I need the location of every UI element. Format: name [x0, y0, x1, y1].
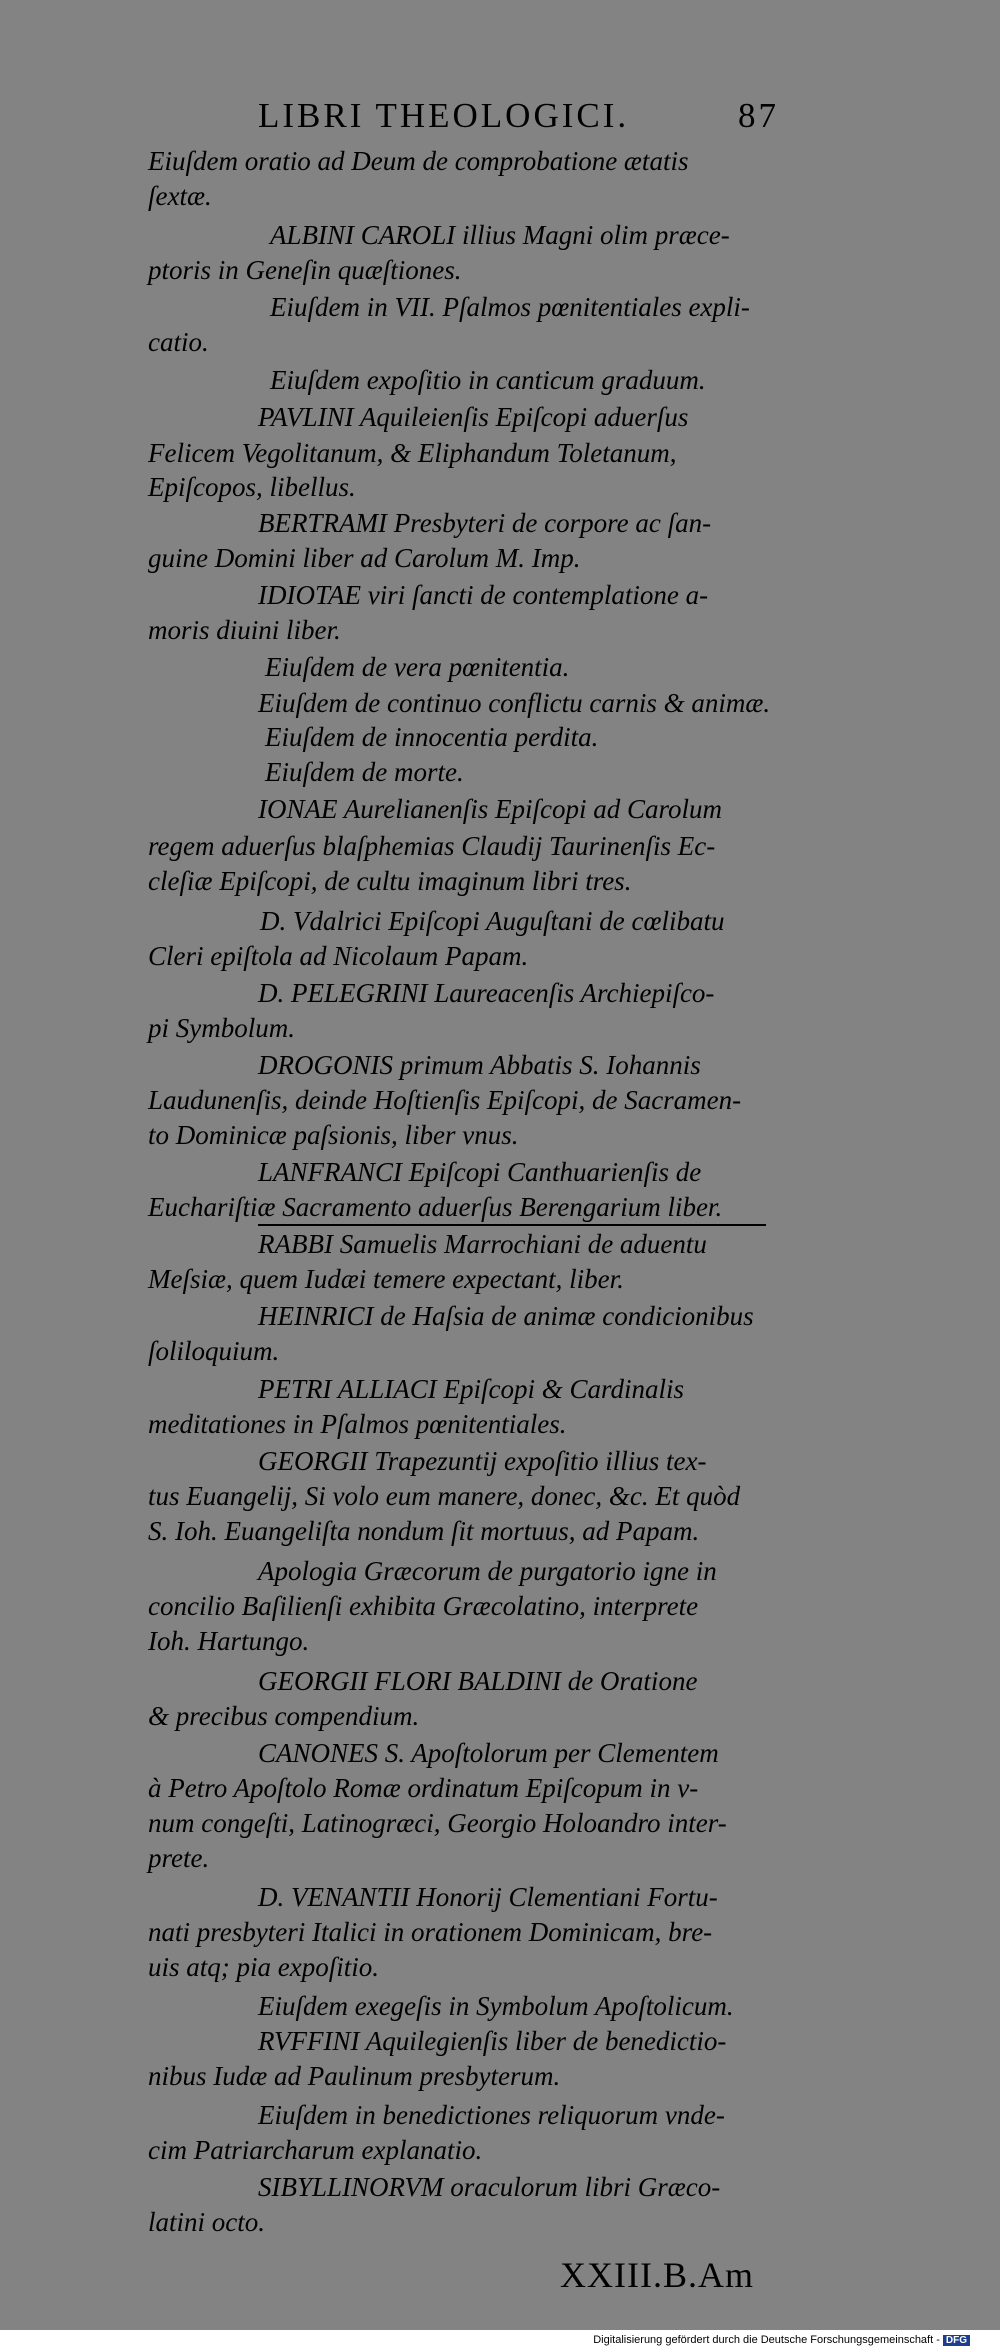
- text-line: & precibus compendium.: [148, 1701, 420, 1731]
- page-number: 87: [738, 96, 779, 135]
- text-line: meditationes in Pſalmos pœnitentiales.: [148, 1409, 567, 1439]
- text-line: moris diuini liber.: [148, 615, 341, 645]
- text-line: Eiuſdem exegeſis in Symbolum Apoſtolicum.: [258, 1991, 734, 2021]
- text-line: ALBINI CAROLI illius Magni olim præce-: [270, 220, 730, 250]
- text-line: ſextæ.: [148, 181, 212, 211]
- footer-credit: [593, 2334, 970, 2346]
- text-line: Eiuſdem de innocentia perdita.: [265, 722, 599, 752]
- text-line: Eiuſdem de continuo conflictu carnis & animæ.: [258, 688, 771, 718]
- underline-mark: [258, 1224, 766, 1226]
- text-line: num congeſti, Latinogræci, Georgio Holoandro inter-: [148, 1808, 727, 1838]
- text-line: pi Symbolum.: [148, 1013, 295, 1043]
- text-line: S. Ioh. Euangeliſta nondum ſit mortuus, ad Papam.: [148, 1516, 700, 1546]
- text-line: ptoris in Geneſin quæſtiones.: [148, 255, 462, 285]
- text-line: Meſsiæ, quem Iudæi temere expectant, liber.: [148, 1264, 624, 1294]
- text-line: Cleri epiſtola ad Nicolaum Papam.: [148, 941, 529, 971]
- text-line: prete.: [148, 1843, 210, 1873]
- text-line: LANFRANCI Epiſcopi Canthuarienſis de: [258, 1157, 702, 1187]
- text-line: Eiuſdem de morte.: [265, 757, 464, 787]
- dfg-logo-icon: DFG: [943, 2335, 970, 2346]
- text-line: Apologia Græcorum de purgatorio igne in: [258, 1556, 717, 1586]
- text-line: tus Euangelij, Si volo eum manere, donec, &c. Et quòd: [148, 1481, 741, 1511]
- text-line: Eiuſdem de vera pœnitentia.: [265, 652, 570, 682]
- text-line: latini octo.: [148, 2207, 265, 2237]
- text-line: catio.: [148, 327, 209, 357]
- text-line: Felicem Vegolitanum, & Eliphandum Toletanum,: [148, 438, 677, 468]
- running-title: LIBRI THEOLOGICI.: [258, 96, 630, 135]
- text-line: IDIOTAE viri ſancti de contemplatione a-: [258, 580, 709, 610]
- text-line: Eiuſdem expoſitio in canticum graduum.: [270, 365, 706, 395]
- text-line: to Dominicæ paſsionis, liber vnus.: [148, 1120, 519, 1150]
- text-line: D. VENANTII Honorij Clementiani Fortu-: [258, 1882, 718, 1912]
- text-line: RABBI Samuelis Marrochiani de aduentu: [258, 1229, 707, 1259]
- text-line: GEORGII FLORI BALDINI de Oratione: [258, 1666, 698, 1696]
- text-line: IONAE Aurelianenſis Epiſcopi ad Carolum: [258, 794, 722, 824]
- text-line: Eiuſdem in benedictiones reliquorum vnde-: [258, 2100, 725, 2130]
- text-line: SIBYLLINORVM oraculorum libri Græco-: [258, 2172, 721, 2202]
- text-line: nibus Iudæ ad Paulinum presbyterum.: [148, 2061, 561, 2091]
- text-line: nati presbyteri Italici in orationem Dominicam, bre-: [148, 1917, 713, 1947]
- text-line: Epiſcopos, libellus.: [148, 472, 356, 502]
- text-line: D. PELEGRINI Laureacenſis Archiepiſco-: [258, 978, 715, 1008]
- text-line: ſoliloquium.: [148, 1336, 280, 1366]
- text-line: RVFFINI Aquilegienſis liber de benedictio-: [258, 2026, 727, 2056]
- text-line: Laudunenſis, deinde Hoſtienſis Epiſcopi, de Sacramen-: [148, 1085, 742, 1115]
- text-line: D. Vdalrici Epiſcopi Auguſtani de cœlibatu: [260, 906, 725, 936]
- text-line: Ioh. Hartungo.: [148, 1626, 310, 1656]
- text-line: DROGONIS primum Abbatis S. Iohannis: [258, 1050, 701, 1080]
- text-line: Eiuſdem in VII. Pſalmos pœnitentiales expli-: [270, 292, 750, 322]
- footer-credit-text: Digitalisierung gefördert durch die Deutsche Forschungsgemeinschaft -: [593, 2334, 940, 2346]
- text-line: guine Domini liber ad Carolum M. Imp.: [148, 543, 581, 573]
- text-line: CANONES S. Apoſtolorum per Clementem: [258, 1738, 719, 1768]
- text-line: à Petro Apoſtolo Romæ ordinatum Epiſcopum in v-: [148, 1773, 699, 1803]
- text-line: GEORGII Trapezuntij expoſitio illius tex-: [258, 1446, 707, 1476]
- text-line: uis atq; pia expoſitio.: [148, 1952, 379, 1982]
- text-line: BERTRAMI Presbyteri de corpore ac ſan-: [258, 508, 712, 538]
- text-line: regem aduerſus blaſphemias Claudij Taurinenſis Ec-: [148, 831, 716, 861]
- text-line: Euchariſtiæ Sacramento aduerſus Berengarium liber.: [148, 1192, 723, 1222]
- footer-bar: [0, 2330, 1000, 2352]
- text-line: cim Patriarcharum explanatio.: [148, 2135, 483, 2165]
- text-line: concilio Baſilienſi exhibita Græcolatino, interprete: [148, 1591, 699, 1621]
- text-line: Eiuſdem oratio ad Deum de comprobatione ætatis: [148, 146, 689, 176]
- text-line: HEINRICI de Haſsia de animæ condicionibus: [258, 1301, 754, 1331]
- signature-mark: XXIII.B.Am: [560, 2255, 754, 2295]
- text-line: PAVLINI Aquileienſis Epiſcopi aduerſus: [258, 402, 689, 432]
- text-line: cleſiæ Epiſcopi, de cultu imaginum libri tres.: [148, 866, 632, 896]
- text-line: PETRI ALLIACI Epiſcopi & Cardinalis: [258, 1374, 685, 1404]
